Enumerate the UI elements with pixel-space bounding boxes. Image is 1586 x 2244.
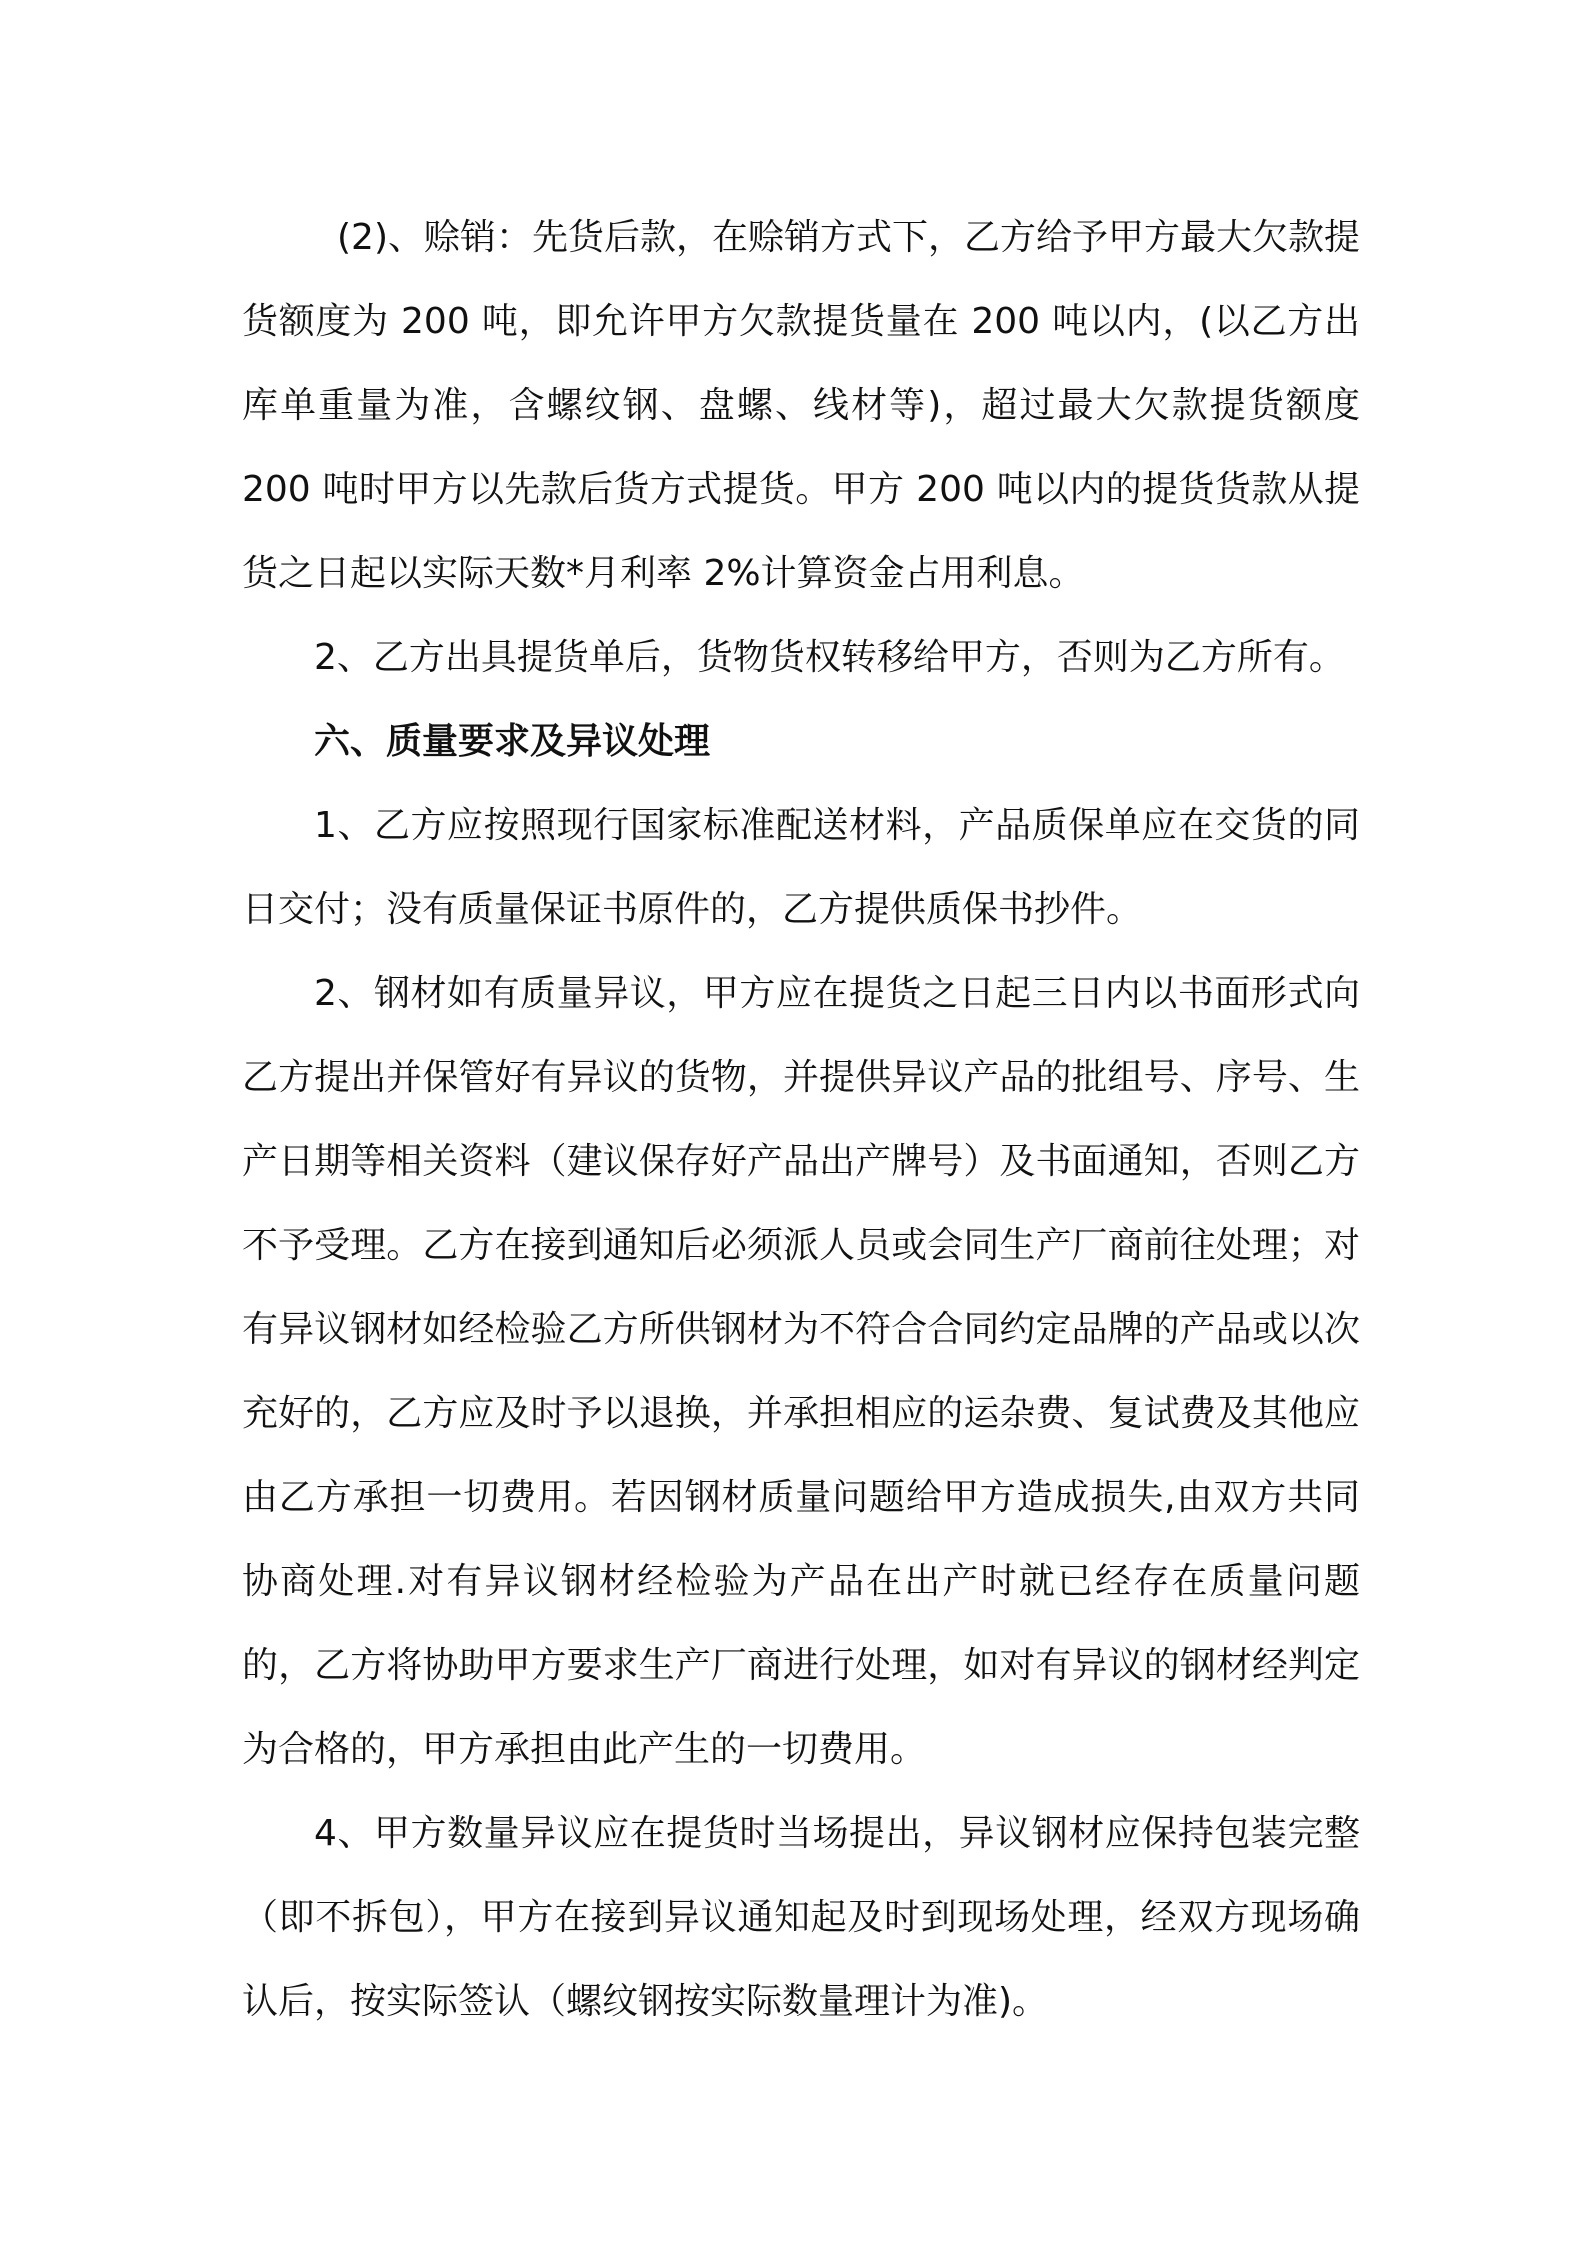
section-heading-quality: 六、质量要求及异议处理 — [314, 721, 711, 762]
paragraph-quality-objection: 2、钢材如有质量异议，甲方应在提货之日起三日内以书面形式向乙方提出并保管好有异议的货物，并提供异议产品的批组号、序号、生产日期等相关资料（建议保存好产品出产牌号）及书面通知，否则乙方不予受理。乙方在接到通知后必须派人员或会同生产厂商前往处理；对有异议钢材如经检验乙方所供钢材为不符合合同约定品牌的产品或以次充好的，乙方应及时予以退换，并承担相应的运杂费、复试费及其他应由乙方承担一切费用。若因钢材质量问题给甲方造成损失,由双方共同协商处理.对有异议钢材经检验为产品在出产时就已经存在质量问题的，乙方将协助甲方要求生产厂商进行处理，如对有异议的钢材经判定为合格的，甲方承担由此产生的一切费用。 — [242, 973, 1360, 1770]
document-body — [242, 196, 1360, 2044]
paragraph-quality-standard: 1、乙方应按照现行国家标准配送材料，产品质保单应在交货的同日交付；没有质量保证书原件的，乙方提供质保书抄件。 — [242, 805, 1360, 930]
paragraph-credit-sales: (2)、赊销：先货后款，在赊销方式下，乙方给予甲方最大欠款提货额度为 200 吨，即允许甲方欠款提货量在 200 吨以内，(以乙方出库单重量为准，含螺纹钢、盘螺、线材等)，超过最大欠款提货额度 200 吨时甲方以先款后货方式提货。甲方 200 吨以内的提货货款从提货之日起以实际天数*月利率 2%计算资金占用利息。 — [242, 217, 1360, 594]
paragraph-quantity-objection: 4、甲方数量异议应在提货时当场提出，异议钢材应保持包装完整（即不拆包），甲方在接到异议通知起及时到现场处理，经双方现场确认后，按实际签认（螺纹钢按实际数量理计为准)。 — [242, 1813, 1360, 2022]
paragraph-title-transfer: 2、乙方出具提货单后，货物货权转移给甲方，否则为乙方所有。 — [314, 637, 1345, 678]
